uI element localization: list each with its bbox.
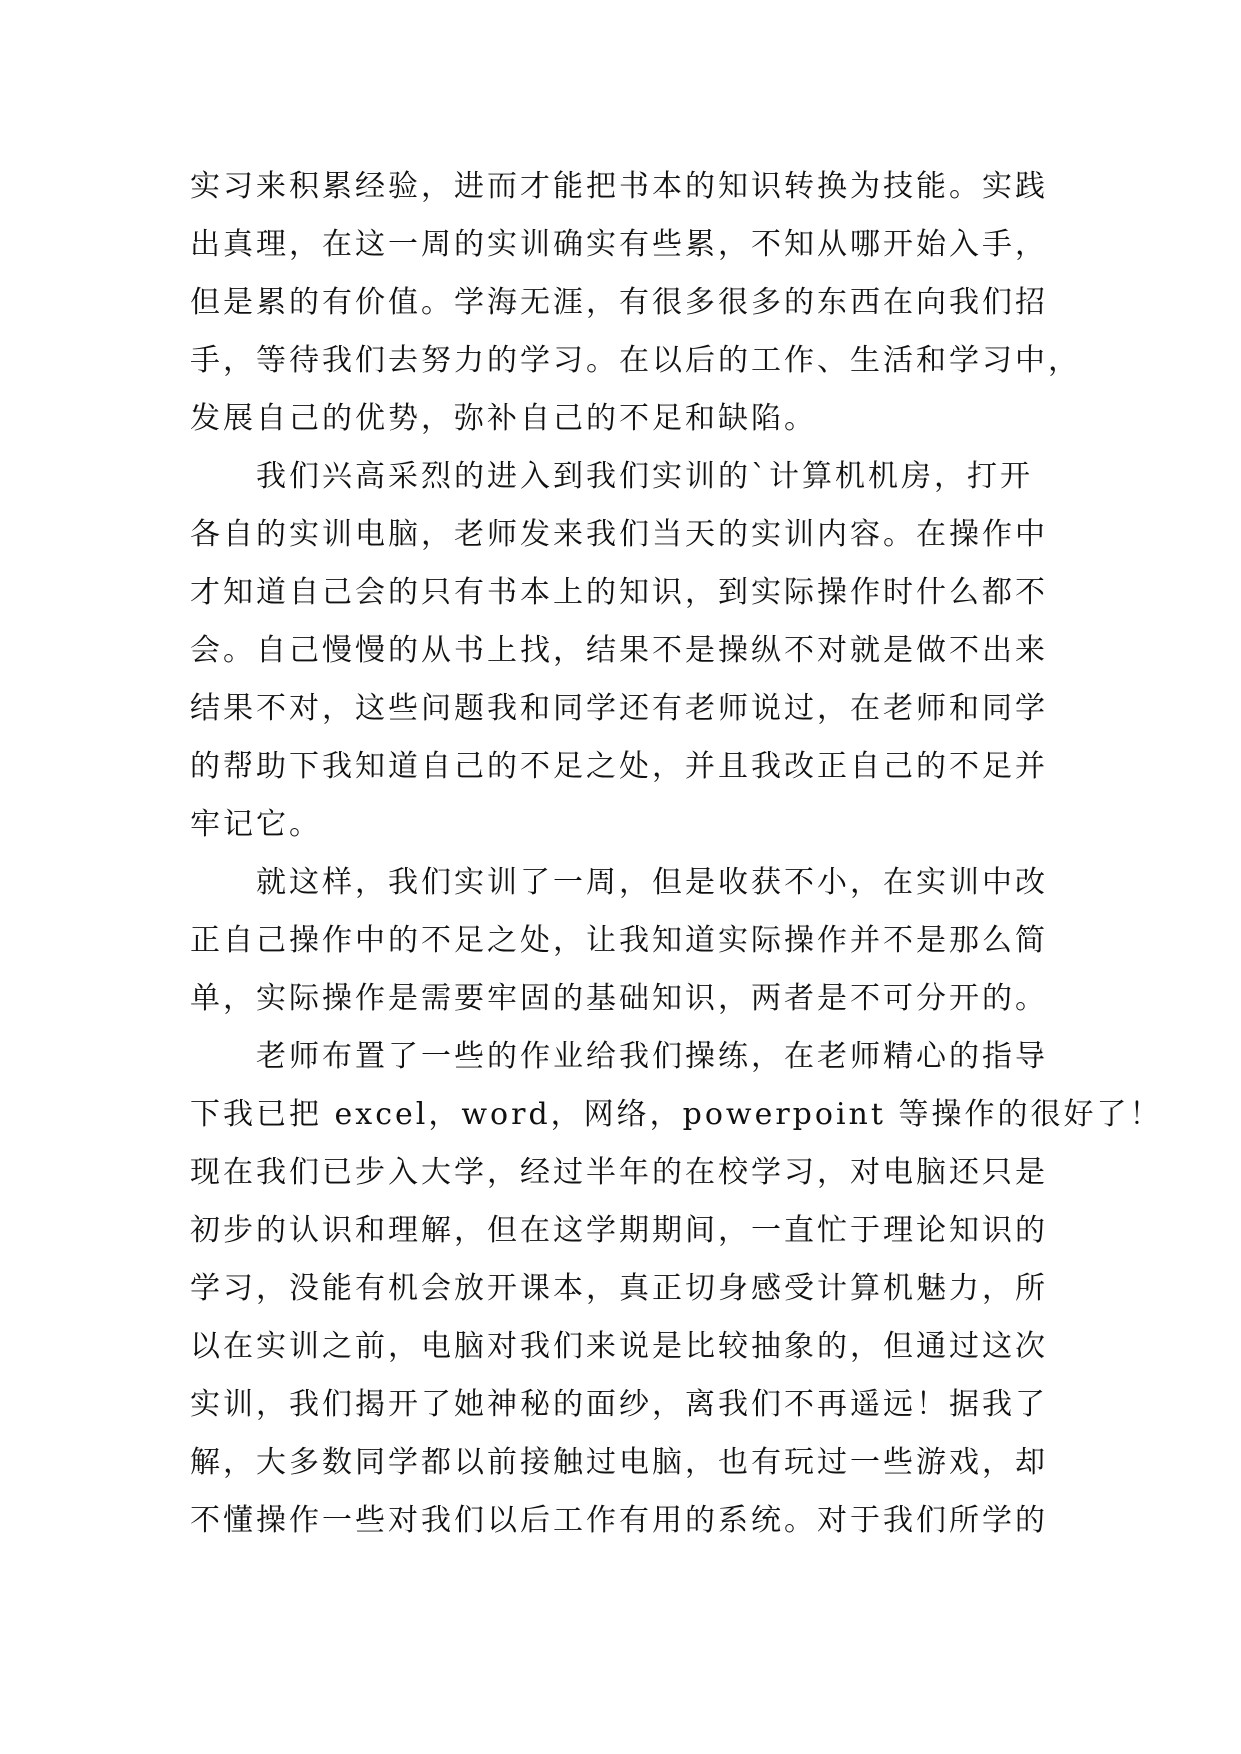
text-line: 才知道自己会的只有书本上的知识，到实际操作时什么都不 (190, 575, 1048, 610)
text-line: 不懂操作一些对我们以后工作有用的系统。对于我们所学的 (190, 1503, 1048, 1538)
paragraph-start-line: 老师布置了一些的作业给我们操练，在老师精心的指导 (256, 1039, 1048, 1074)
text-line: 学习，没能有机会放开课本，真正切身感受计算机魅力，所 (190, 1271, 1048, 1306)
body-text (190, 158, 1163, 1550)
text-line: 实训，我们揭开了她神秘的面纱，离我们不再遥远！据我了 (190, 1387, 1048, 1422)
text-line: 但是累的有价值。学海无涯，有很多很多的东西在向我们招 (190, 285, 1048, 320)
text-line: 正自己操作中的不足之处，让我知道实际操作并不是那么简 (190, 923, 1048, 958)
text-line: 出真理，在这一周的实训确实有些累，不知从哪开始入手， (190, 227, 1048, 262)
paragraph-start-line: 就这样，我们实训了一周，但是收获不小，在实训中改 (256, 865, 1048, 900)
paragraph-start-line: 我们兴高采烈的进入到我们实训的`计算机机房，打开 (256, 459, 1033, 494)
text-line: 下我已把 excel，word，网络，powerpoint 等操作的很好了！ (190, 1097, 1163, 1132)
text-line: 结果不对，这些问题我和同学还有老师说过，在老师和同学 (190, 691, 1048, 726)
text-line: 发展自己的优势，弥补自己的不足和缺陷。 (190, 401, 817, 436)
text-line: 初步的认识和理解，但在这学期期间，一直忙于理论知识的 (190, 1213, 1048, 1248)
text-line: 解，大多数同学都以前接触过电脑，也有玩过一些游戏，却 (190, 1445, 1048, 1480)
text-line: 手，等待我们去努力的学习。在以后的工作、生活和学习中， (190, 343, 1081, 378)
text-line: 牢记它。 (190, 807, 322, 842)
text-line: 的帮助下我知道自己的不足之处，并且我改正自己的不足并 (190, 749, 1048, 784)
text-line: 单，实际操作是需要牢固的基础知识，两者是不可分开的。 (190, 981, 1048, 1016)
text-line: 会。自己慢慢的从书上找，结果不是操纵不对就是做不出来 (190, 633, 1048, 668)
text-line: 现在我们已步入大学，经过半年的在校学习，对电脑还只是 (190, 1155, 1048, 1190)
text-line: 各自的实训电脑，老师发来我们当天的实训内容。在操作中 (190, 517, 1048, 552)
text-line: 实习来积累经验，进而才能把书本的知识转换为技能。实践 (190, 169, 1048, 204)
text-line: 以在实训之前，电脑对我们来说是比较抽象的，但通过这次 (190, 1329, 1048, 1364)
